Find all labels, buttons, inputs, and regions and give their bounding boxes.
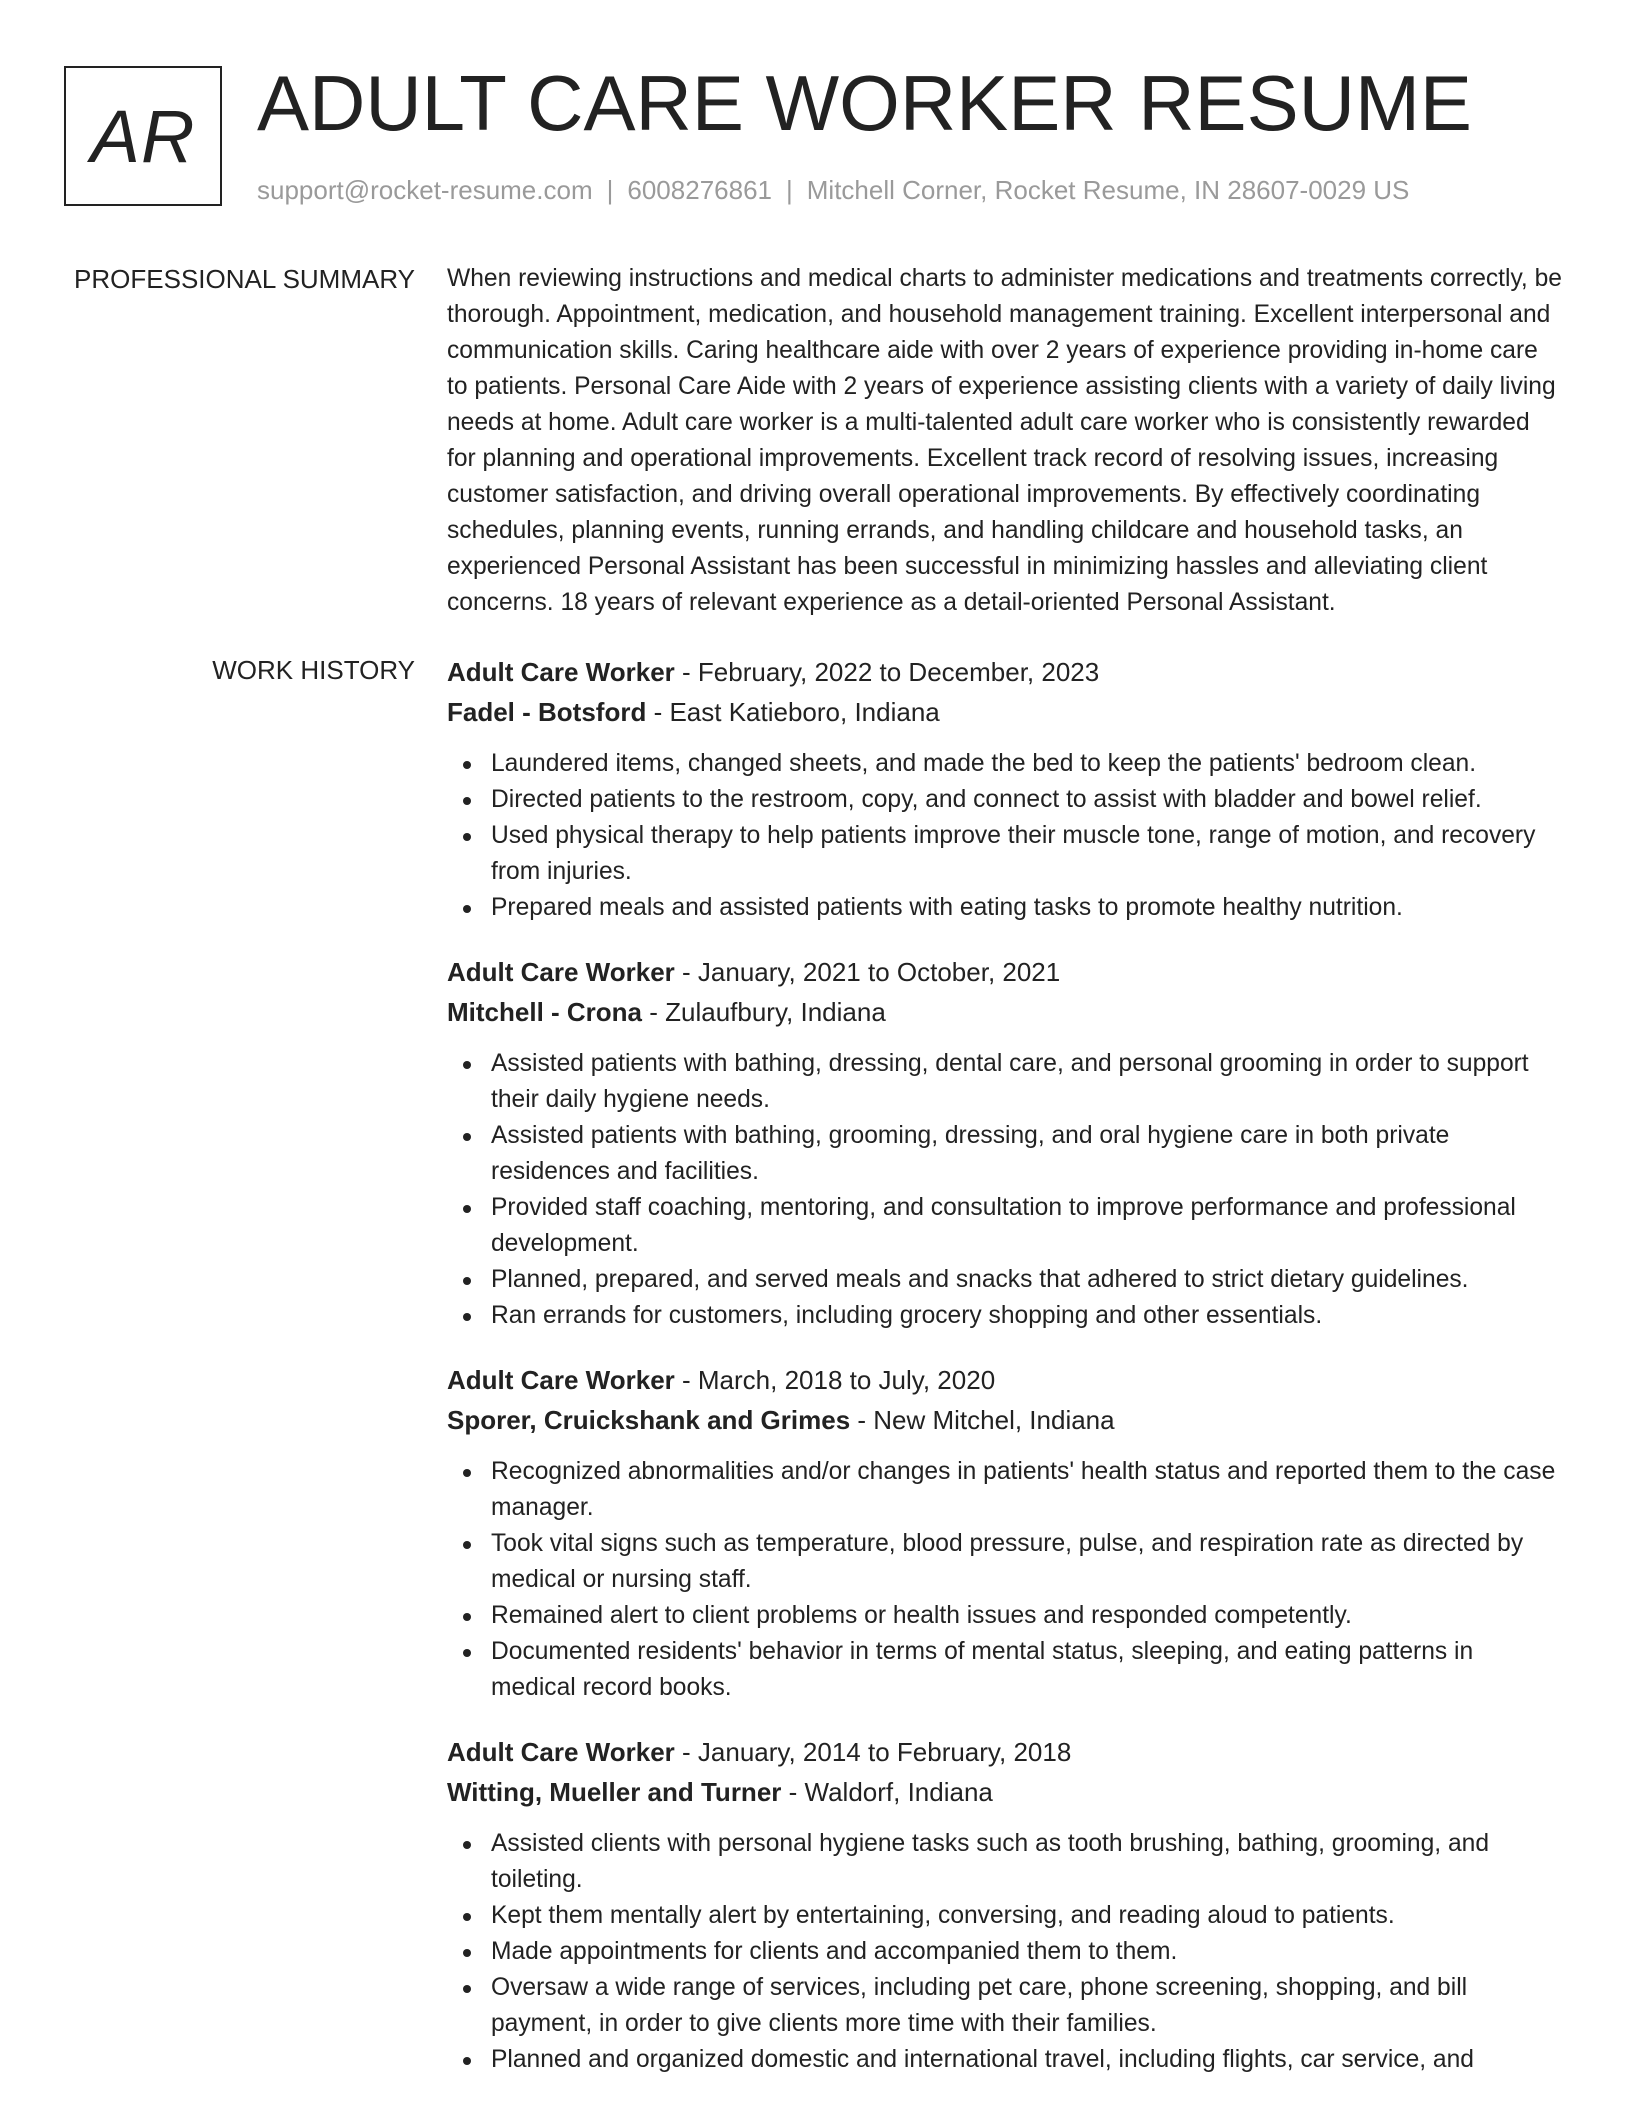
contact-address: Mitchell Corner, Rocket Resume, IN 28607-0029 US xyxy=(806,175,1410,205)
job-company-line xyxy=(447,1772,1564,1812)
job-bullet: Assisted patients with bathing, grooming, dressing, and oral hygiene care in both private residences and facilities. xyxy=(447,1118,1564,1190)
job-bullet-list xyxy=(447,746,1564,926)
job-title-line xyxy=(447,1732,1564,1772)
resume-title: ADULT CARE WORKER RESUME xyxy=(257,59,1472,147)
job-bullet: Made appointments for clients and accompanied them to them. xyxy=(447,1934,1564,1970)
job-company-line xyxy=(447,992,1564,1032)
job-bullet: Assisted clients with personal hygiene tasks such as tooth brushing, bathing, grooming, and toileting. xyxy=(447,1826,1564,1898)
job-location: - New Mitchel, Indiana xyxy=(850,1405,1115,1435)
job-title: Adult Care Worker xyxy=(447,957,675,987)
job-title-line xyxy=(447,652,1564,692)
contact-line xyxy=(257,173,1409,207)
job-bullet-list xyxy=(447,1046,1564,1334)
job-company-line xyxy=(447,692,1564,732)
contact-separator: | xyxy=(606,175,614,205)
job-dates: - February, 2022 to December, 2023 xyxy=(674,657,1100,687)
job-title: Adult Care Worker xyxy=(447,1365,675,1395)
job-bullet: Assisted patients with bathing, dressing, dental care, and personal grooming in order to support their daily hygiene needs. xyxy=(447,1046,1564,1118)
job-company-line xyxy=(447,1400,1564,1440)
job-company: Witting, Mueller and Turner xyxy=(447,1777,782,1807)
job-bullet: Directed patients to the restroom, copy, and connect to assist with bladder and bowel relief. xyxy=(447,782,1564,818)
job-company: Mitchell - Crona xyxy=(447,997,643,1027)
job-company: Fadel - Botsford xyxy=(447,697,647,727)
job-title-line xyxy=(447,952,1564,992)
job-bullet: Took vital signs such as temperature, blood pressure, pulse, and respiration rate as directed by medical or nursing staff. xyxy=(447,1526,1564,1598)
contact-email: support@rocket-resume.com xyxy=(257,175,593,205)
job-bullet: Recognized abnormalities and/or changes in patients' health status and reported them to the case manager. xyxy=(447,1454,1564,1526)
job-bullet: Planned, prepared, and served meals and snacks that adhered to strict dietary guidelines. xyxy=(447,1262,1564,1298)
job-bullet: Provided staff coaching, mentoring, and consultation to improve performance and professional development. xyxy=(447,1190,1564,1262)
job-bullet-list xyxy=(447,1454,1564,1706)
job-dates: - January, 2014 to February, 2018 xyxy=(674,1737,1072,1767)
monogram-initials: AR xyxy=(90,94,196,178)
summary-heading: PROFESSIONAL SUMMARY xyxy=(74,264,415,294)
job-bullet: Prepared meals and assisted patients with eating tasks to promote healthy nutrition. xyxy=(447,890,1564,926)
summary-text: When reviewing instructions and medical charts to administer medications and treatments correctly, be thorough. Appointment, medication, and household management training. Excellent interpersonal and communication skills. Caring healthcare aide with over 2 years of experience providing in-home care to patients. Personal Care Aide with 2 years of experience assisting clients with a variety of daily living needs at home. Adult care worker is a multi-talented adult care worker who is consistently rewarded for planning and operational improvements. Excellent track record of resolving issues, increasing customer satisfaction, and driving overall operational improvements. By effectively coordinating schedules, planning events, running errands, and handling childcare and household tasks, an experienced Personal Assistant has been successful in minimizing hassles and alleviating client concerns. 18 years of relevant experience as a detail-oriented Personal Assistant. xyxy=(447,265,1562,616)
job-title-line xyxy=(447,1360,1564,1400)
job-location: - East Katieboro, Indiana xyxy=(646,697,940,727)
job-dates: - March, 2018 to July, 2020 xyxy=(674,1365,996,1395)
contact-phone: 6008276861 xyxy=(627,175,772,205)
job-location: - Waldorf, Indiana xyxy=(781,1777,993,1807)
job-title: Adult Care Worker xyxy=(447,1737,675,1767)
contact-separator: | xyxy=(786,175,793,205)
job-entry xyxy=(447,952,1564,1334)
work-history-heading: WORK HISTORY xyxy=(212,655,415,685)
job-title: Adult Care Worker xyxy=(447,657,675,687)
job-bullet: Used physical therapy to help patients improve their muscle tone, range of motion, and recovery from injuries. xyxy=(447,818,1564,890)
job-entry xyxy=(447,652,1564,926)
job-bullet: Documented residents' behavior in terms of mental status, sleeping, and eating patterns in medical record books. xyxy=(447,1634,1564,1706)
monogram-logo xyxy=(64,66,222,206)
job-bullet: Laundered items, changed sheets, and made the bed to keep the patients' bedroom clean. xyxy=(447,746,1564,782)
job-bullet: Kept them mentally alert by entertaining, conversing, and reading aloud to patients. xyxy=(447,1898,1564,1934)
job-entry xyxy=(447,1732,1564,2078)
job-bullet: Planned and organized domestic and international travel, including flights, car service, and xyxy=(447,2042,1564,2078)
job-bullet: Remained alert to client problems or health issues and responded competently. xyxy=(447,1598,1564,1634)
job-dates: - January, 2021 to October, 2021 xyxy=(674,957,1061,987)
job-bullet: Oversaw a wide range of services, including pet care, phone screening, shopping, and bill payment, in order to give clients more time with their families. xyxy=(447,1970,1564,2042)
job-list xyxy=(447,652,1564,2104)
job-bullet-list xyxy=(447,1826,1564,2078)
job-bullet: Ran errands for customers, including grocery shopping and other essentials. xyxy=(447,1298,1564,1334)
job-company: Sporer, Cruickshank and Grimes xyxy=(447,1405,851,1435)
job-entry xyxy=(447,1360,1564,1706)
job-location: - Zulaufbury, Indiana xyxy=(642,997,886,1027)
